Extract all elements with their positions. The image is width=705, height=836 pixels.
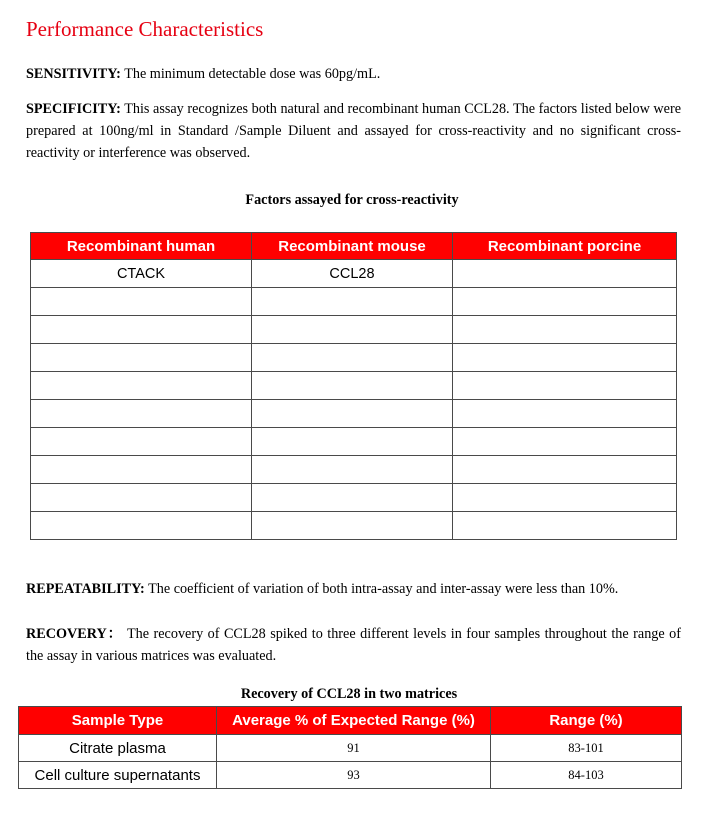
column-header: Average % of Expected Range (%) (217, 707, 491, 735)
table-row (31, 288, 677, 316)
column-header: Recombinant human (31, 233, 252, 260)
table-cell (453, 400, 677, 428)
table-cell (453, 484, 677, 512)
table-row (31, 260, 677, 288)
table-cell: 93 (217, 762, 491, 789)
table-cell: 84-103 (491, 762, 682, 789)
table-cell (453, 512, 677, 540)
specificity-paragraph (26, 98, 681, 164)
repeatability-label: REPEATABILITY: (26, 581, 145, 597)
table-cell (252, 456, 453, 484)
table-row (31, 484, 677, 512)
table-row (19, 735, 682, 762)
recovery-table-caption: Recovery of CCL28 in two matrices (240, 686, 458, 702)
table-cell (252, 512, 453, 540)
table-cell (252, 372, 453, 400)
table-cell (31, 316, 252, 344)
table-cell (453, 456, 677, 484)
table-cell (453, 372, 677, 400)
table-row (31, 344, 677, 372)
column-header: Recombinant porcine (453, 233, 677, 260)
column-header: Range (%) (491, 707, 682, 735)
recovery-label: RECOVERY： (26, 626, 123, 642)
table-cell (31, 288, 252, 316)
table-cell (252, 400, 453, 428)
table-cell (453, 428, 677, 456)
specificity-text: This assay recognizes both natural and recombinant human CCL28. The factors listed below were prepared at 100ng/ml in Standard /Sample Diluent and assayed for cross-reactivity and no significant cross-reactivity or interference was observed. (26, 101, 681, 161)
sensitivity-paragraph (26, 63, 681, 85)
column-header: Sample Type (19, 707, 217, 735)
table-row (31, 400, 677, 428)
table-row (19, 762, 682, 789)
table-cell: 83-101 (491, 735, 682, 762)
recovery-text: The recovery of CCL28 spiked to three different levels in four samples throughout the range of the assay in various matrices was evaluated. (26, 626, 681, 664)
table-cell (31, 400, 252, 428)
table-cell: Citrate plasma (19, 735, 217, 762)
repeatability-text: The coefficient of variation of both intra-assay and inter-assay were less than 10%. (144, 581, 619, 597)
table-row (31, 316, 677, 344)
table-row (31, 372, 677, 400)
recovery-paragraph (26, 623, 681, 667)
table-cell (31, 484, 252, 512)
table-cell (252, 344, 453, 372)
table-row (31, 428, 677, 456)
table-cell (31, 372, 252, 400)
table-cell (453, 288, 677, 316)
cross-table-caption: Factors assayed for cross-reactivity (245, 192, 459, 208)
sensitivity-text: The minimum detectable dose was 60pg/mL. (120, 66, 381, 82)
table-cell: Cell culture supernatants (19, 762, 217, 789)
table-cell (31, 456, 252, 484)
column-header: Recombinant mouse (252, 233, 453, 260)
table-cell: 91 (217, 735, 491, 762)
cross-reactivity-table (30, 232, 677, 540)
table-cell (252, 428, 453, 456)
sensitivity-label: SENSITIVITY: (26, 66, 121, 82)
repeatability-paragraph (26, 578, 681, 600)
table-cell: CTACK (31, 260, 252, 288)
table-cell (31, 344, 252, 372)
table-header-row (31, 233, 677, 260)
page-title: Performance Characteristics (26, 17, 264, 41)
table-cell (252, 288, 453, 316)
table-cell (31, 428, 252, 456)
table-row (31, 512, 677, 540)
table-cell (453, 316, 677, 344)
table-cell (252, 484, 453, 512)
specificity-label: SPECIFICITY: (26, 101, 121, 117)
table-cell (453, 260, 677, 288)
recovery-table (18, 706, 682, 789)
table-cell (31, 512, 252, 540)
table-cell (252, 316, 453, 344)
table-header-row (19, 707, 682, 735)
table-cell (453, 344, 677, 372)
table-cell: CCL28 (252, 260, 453, 288)
table-row (31, 456, 677, 484)
